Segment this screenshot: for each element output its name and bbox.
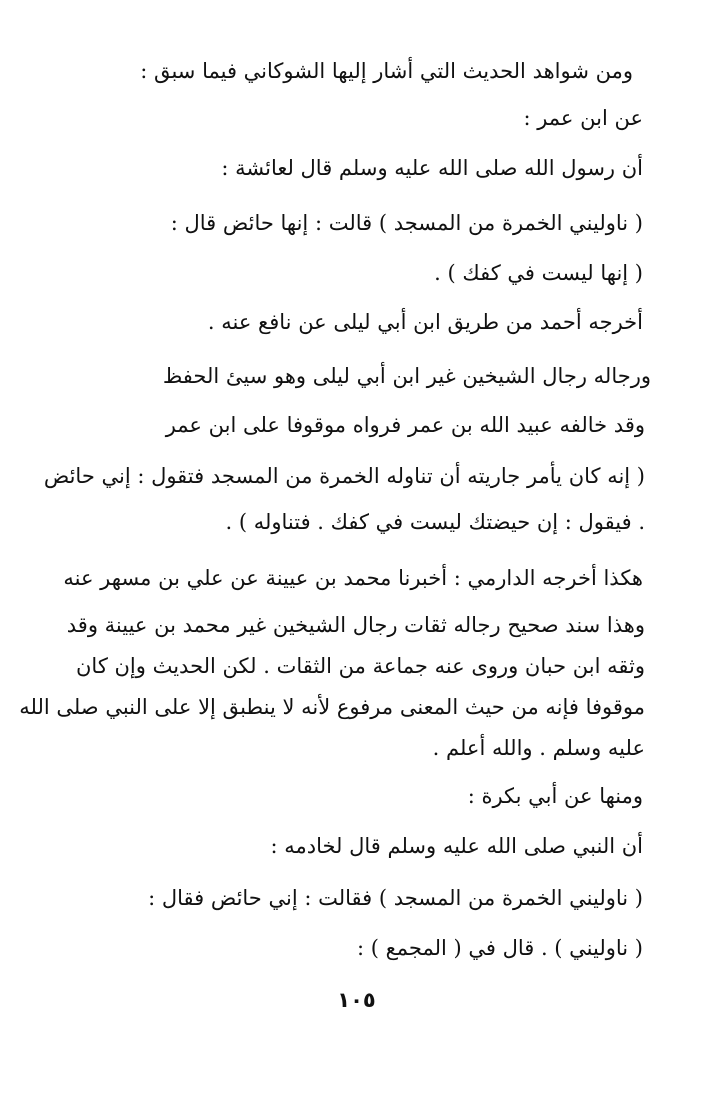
text-line-16: ومنها عن أبي بكرة : (467, 784, 643, 808)
text-line-15: عليه وسلم . والله أعلم . (432, 736, 645, 760)
text-line-11: هكذا أخرجه الدارمي : أخبرنا محمد بن عيينة عن علي بن مسهر عنه (63, 566, 643, 590)
text-line-7: ورجاله رجال الشيخين غير ابن أبي ليلى وهو سيئ الحفظ (162, 364, 651, 388)
text-line-1: ومن شواهد الحديث التي أشار إليها الشوكاني فيما سبق : (140, 59, 633, 83)
text-line-6: أخرجه أحمد من طريق ابن أبي ليلى عن نافع عنه . (207, 310, 643, 334)
text-line-10: . فيقول : إن حيضتك ليست في كفك . فتناوله ) . (225, 510, 645, 534)
text-line-17: أن النبي صلى الله عليه وسلم قال لخادمه : (270, 834, 643, 858)
text-line-2: عن ابن عمر : (523, 106, 643, 130)
text-line-4: ( ناوليني الخمرة من المسجد ) قالت : إنها حائض قال : (170, 211, 643, 235)
text-line-8: وقد خالفه عبيد الله بن عمر فرواه موقوفا على ابن عمر (165, 413, 645, 437)
text-line-12: وهذا سند صحيح رجاله ثقات رجال الشيخين غير محمد بن عيينة وقد (66, 613, 645, 637)
text-line-5: ( إنها ليست في كفك ) . (434, 261, 643, 285)
text-line-18: ( ناوليني الخمرة من المسجد ) فقالت : إني حائض فقال : (148, 886, 643, 910)
text-line-9: ( إنه كان يأمر جاريته أن تناوله الخمرة من المسجد فتقول : إني حائض (43, 464, 645, 488)
text-line-13: وثقه ابن حبان وروى عنه جماعة من الثقات . لكن الحديث وإن كان (76, 654, 645, 678)
page-number: ١٠٥ (337, 988, 376, 1012)
text-line-19: ( ناوليني ) . قال في ( المجمع ) : (356, 936, 643, 960)
text-line-14: موقوفا فإنه من حيث المعنى مرفوع لأنه لا ينطبق إلا على النبي صلى الله (19, 695, 645, 719)
text-line-3: أن رسول الله صلى الله عليه وسلم قال لعائشة : (221, 156, 643, 180)
